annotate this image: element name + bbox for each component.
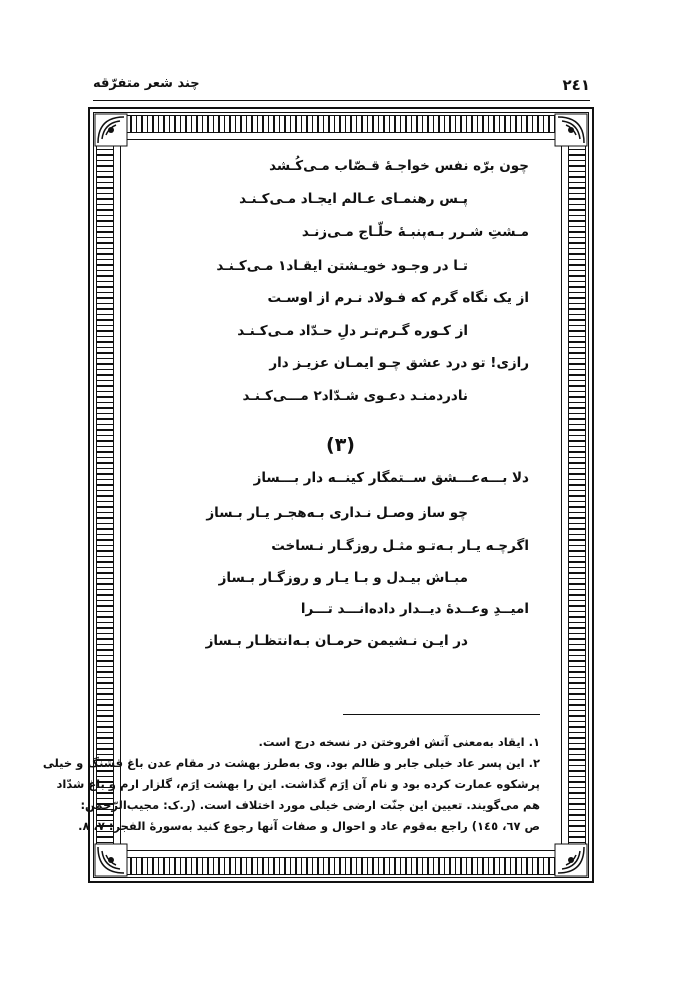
footnote-line: ۲. این پسر عاد خیلی جابر و ظالم بود. وی به‌طرز بهشت در مقام عدن باغ قشنگ و خیلی [42,756,540,770]
verse-line: در ایـن نـشیمن حرمـان بـه‌انتظـار بـساز [205,633,468,649]
page-header [93,76,590,100]
verse-line: نادردمنـد دعـوی شـدّاد۲ مـــی‌کـنـد [242,388,468,404]
corner-ornament-icon [554,113,588,147]
verse-line: امیــدِ وعــدهٔ دیــدار داده‌انـــد تـــرا [300,601,529,617]
corner-ornament-icon [94,113,128,147]
verse-line: پـس رهنمـای عـالم ایجـاد مـی‌کـنـد [239,191,468,207]
verse-line: چو ساز وصـل نـداری بـه‌هجـر یـار بـساز [206,505,468,521]
ornament-band-right [568,131,586,859]
verse-line: مـشتِ شـرر بـه‌پنبـهٔ حلّـاج مـی‌زنـد [301,224,529,240]
ornament-band-top [96,115,586,133]
footnote-line: هم می‌گویند. تعیین این جنّت ارضی خیلی مورد اختلاف است. (ر.ک: مجیب‌الرّحمن: [80,798,540,812]
corner-ornament-icon [554,843,588,877]
verse-line: تـا در وجـود خویـشتن ایقـاد۱ مـی‌کـنـد [216,258,468,274]
verse-line: اگرچـه یـار بـه‌تـو مثـل روزگـار نـساخت [271,538,529,554]
page-number: ۲٤۱ [562,76,590,94]
verse-line: از یک نگاه گرم که فـولاد نـرم از اوسـت [267,290,529,306]
footnote-line: ص ٦٧، ١٤٥) راجع به‌قوم عاد و احوال و صفات آنها رجوع کنید به‌سورهٔ الفجر: ۷، ۸. [78,819,540,833]
corner-ornament-icon [94,843,128,877]
verse-line: دلا بـــه‌عـــشق ســتمگار کینــه دار بـــساز [253,470,529,486]
running-title: چند شعر متفرّقه [93,76,200,91]
footnote-rule [343,714,540,715]
poem-number: (۳) [326,434,355,456]
ornament-band-bottom [96,857,586,875]
verse-line: چون برّه نفس خواجـهٔ قـصّاب مـی‌کُـشد [269,158,529,174]
verse-line: از کـوره گـرم‌تـر دلِ حـدّاد مـی‌کـنـد [237,323,468,339]
footnote-line: پرشکوه عمارت کرده بود و نام آن اِرَم گذاشت. این را بهشت اِرَم، گلزار ارم و باغ شدّاد [56,777,540,791]
header-rule [93,100,590,101]
footnote-line: ۱. ایقاد به‌معنی آتش افروختن در نسخه درج است. [258,735,540,749]
verse-line: مبـاش بیـدل و بـا یـار و روزگـار بـساز [218,570,468,586]
ornament-band-left [96,131,114,859]
verse-line: رازی! تو درد عشق چـو ایمـان عزیـز دار [269,355,529,371]
